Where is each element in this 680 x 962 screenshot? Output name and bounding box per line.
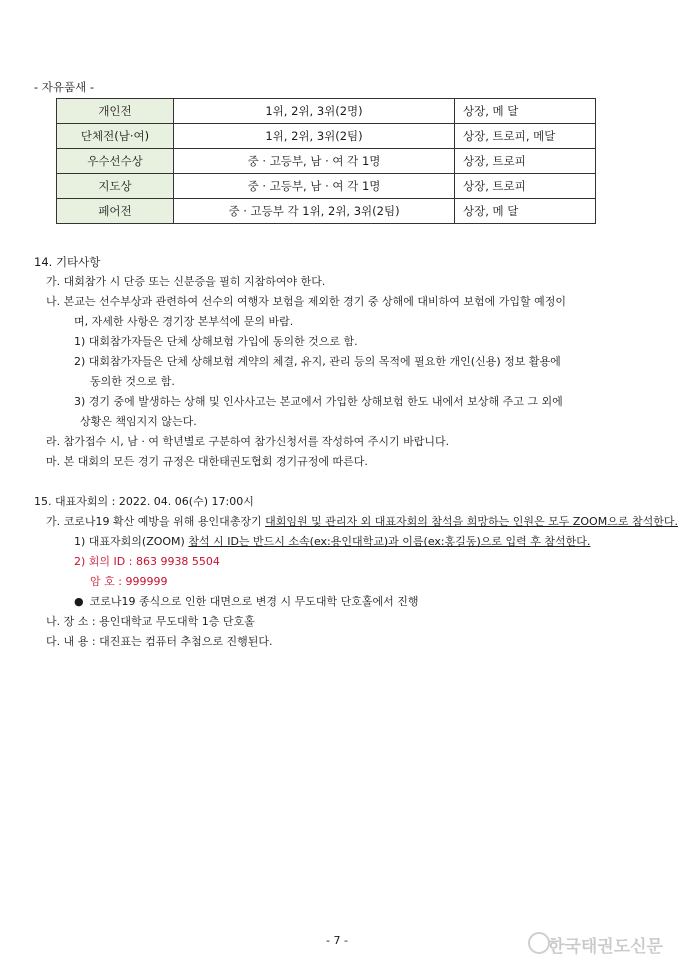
- award-ranks: 1위, 2위, 3위(2명): [174, 99, 455, 124]
- section15-item1: [74, 533, 590, 549]
- award-ranks: 1위, 2위, 3위(2팀): [174, 124, 455, 149]
- section14-item3-line2: 상황은 책임지지 않는다.: [80, 415, 197, 428]
- section14-item2-line2: 동의한 것으로 함.: [90, 375, 175, 388]
- award-category: 페어전: [57, 199, 174, 224]
- award-prizes: 상장, 트로피: [455, 174, 596, 199]
- section14-item1: 1) 대회참가자들은 단체 상해보험 가입에 동의한 것으로 함.: [74, 335, 358, 348]
- award-category: 개인전: [57, 99, 174, 124]
- watermark-logo-icon: [528, 932, 550, 954]
- awards-table: [56, 98, 596, 224]
- awards-row: [57, 124, 596, 149]
- watermark: 한국태권도신문: [548, 937, 663, 957]
- award-ranks: 중 · 고등부, 남 · 여 각 1명: [174, 174, 455, 199]
- award-ranks: 중 · 고등부 각 1위, 2위, 3위(2팀): [174, 199, 455, 224]
- award-category: 우수선수상: [57, 149, 174, 174]
- awards-row: [57, 149, 596, 174]
- awards-row: [57, 199, 596, 224]
- bullet-icon: ●: [74, 595, 84, 608]
- awards-header: - 자유품새 -: [34, 80, 95, 94]
- award-prizes: 상장, 메 달: [455, 99, 596, 124]
- section15-title: 15. 대표자회의 : 2022. 04. 06(수) 17:00시: [34, 495, 254, 508]
- section15-item1-prefix: 1) 대표자회의(ZOOM): [74, 535, 189, 548]
- section15-item1-underlined: 참석 시 ID는 반드시 소속(ex:용인대학교)과 이름(ex:홍길동)으로 입력 후 참석한다.: [188, 535, 591, 548]
- section15-ga-underlined: 대회임원 및 관리자 외 대표자회의 참석을 희망하는 인원은 모두 ZOOM으로 참석한다.: [265, 515, 678, 528]
- award-prizes: 상장, 메 달: [455, 199, 596, 224]
- section14-title: 14. 기타사항: [34, 255, 101, 269]
- section15-ga: [46, 513, 678, 529]
- section14-ma: 마. 본 대회의 모든 경기 규정은 대한태권도협회 경기규정에 따른다.: [46, 455, 368, 468]
- section14-ga: 가. 대회참가 시 단증 또는 신분증을 필히 지참하여야 한다.: [46, 275, 326, 288]
- meeting-id: 2) 회의 ID : 863 9938 5504: [74, 555, 220, 568]
- section15-da: 다. 내 용 : 대진표는 컴퓨터 추첨으로 진행된다.: [46, 635, 273, 648]
- section14-item3-line1: 3) 경기 중에 발생하는 상해 및 인사사고는 본교에서 가입한 상해보험 한도 내에서 보상해 주고 그 외에: [74, 395, 563, 408]
- awards-row: [57, 174, 596, 199]
- page-number: - 7 -: [326, 934, 348, 947]
- section15-ga-prefix: 가. 코로나19 확산 예방을 위해 용인대총장기: [46, 515, 266, 528]
- section15-na: 나. 장 소 : 용인대학교 무도대학 1층 단호홀: [46, 615, 255, 628]
- award-ranks: 중 · 고등부, 남 · 여 각 1명: [174, 149, 455, 174]
- awards-row: [57, 99, 596, 124]
- award-prizes: 상장, 트로피: [455, 149, 596, 174]
- section15-bullet-line: [74, 593, 418, 609]
- section14-na-line1: 나. 본교는 선수부상과 관련하여 선수의 여행자 보험을 제외한 경기 중 상해에 대비하여 보험에 가입할 예정이: [46, 295, 566, 308]
- meeting-password: 암 호 : 999999: [90, 575, 168, 588]
- section14-na-line2: 며, 자세한 사항은 경기장 본부석에 문의 바람.: [74, 315, 294, 328]
- award-prizes: 상장, 트로피, 메달: [455, 124, 596, 149]
- award-category: 지도상: [57, 174, 174, 199]
- section14-item2-line1: 2) 대회참가자들은 단체 상해보험 계약의 체결, 유지, 관리 등의 목적에 필요한 개인(신용) 정보 활용에: [74, 355, 561, 368]
- award-category: 단체전(남·여): [57, 124, 174, 149]
- section15-bullet-text: 코로나19 종식으로 인한 대면으로 변경 시 무도대학 단호홀에서 진행: [89, 595, 419, 608]
- section14-ra: 라. 참가접수 시, 남 · 여 학년별로 구분하여 참가신청서를 작성하여 주시기 바랍니다.: [46, 435, 450, 448]
